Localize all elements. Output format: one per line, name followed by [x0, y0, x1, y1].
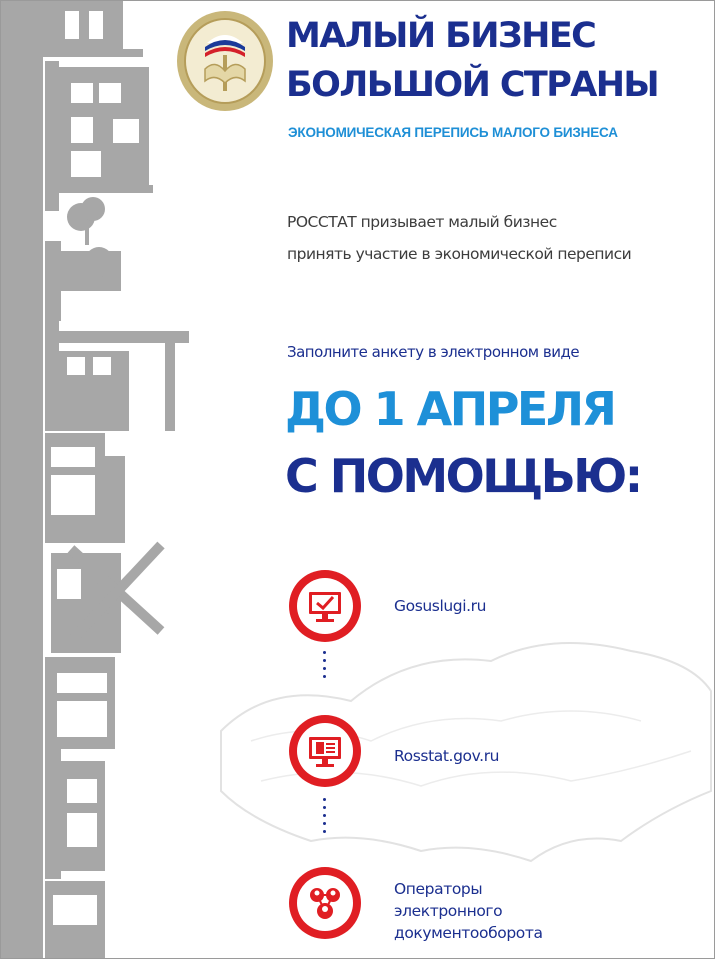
intro-line-2: принять участие в экономической переписи	[287, 245, 632, 263]
operators-icon-badge	[289, 867, 361, 939]
with-help-heading: С ПОМОЩЬЮ:	[285, 449, 641, 503]
monitor-checkmark-icon	[297, 578, 353, 634]
city-illustration	[1, 1, 201, 958]
gosuslugi-icon-badge	[289, 570, 361, 642]
option-edo-line-1: Операторы	[394, 880, 483, 898]
deadline-heading: ДО 1 АПРЕЛЯ	[285, 382, 615, 436]
option-edo-line-3: документооборота	[394, 924, 543, 942]
intro-line-1: РОССТАТ призывает малый бизнес	[287, 213, 557, 231]
subtitle: ЭКОНОМИЧЕСКАЯ ПЕРЕПИСЬ МАЛОГО БИЗНЕСА	[288, 125, 618, 140]
title-line-2: БОЛЬШОЙ СТРАНЫ	[286, 65, 659, 105]
connector-dots	[323, 798, 327, 838]
option-gosuslugi: Gosuslugi.ru	[394, 597, 487, 615]
connector-dots	[323, 651, 327, 683]
monitor-document-icon	[297, 723, 353, 779]
rosstat-emblem-icon	[175, 9, 275, 113]
title-line-1: МАЛЫЙ БИЗНЕС	[286, 16, 596, 56]
option-edo-line-2: электронного	[394, 902, 503, 920]
rosstat-site-icon-badge	[289, 715, 361, 787]
option-rosstat: Rosstat.gov.ru	[394, 747, 500, 765]
fill-instruction: Заполните анкету в электронном виде	[287, 343, 580, 361]
option-edo-operators	[394, 878, 543, 944]
people-network-icon	[297, 875, 353, 931]
